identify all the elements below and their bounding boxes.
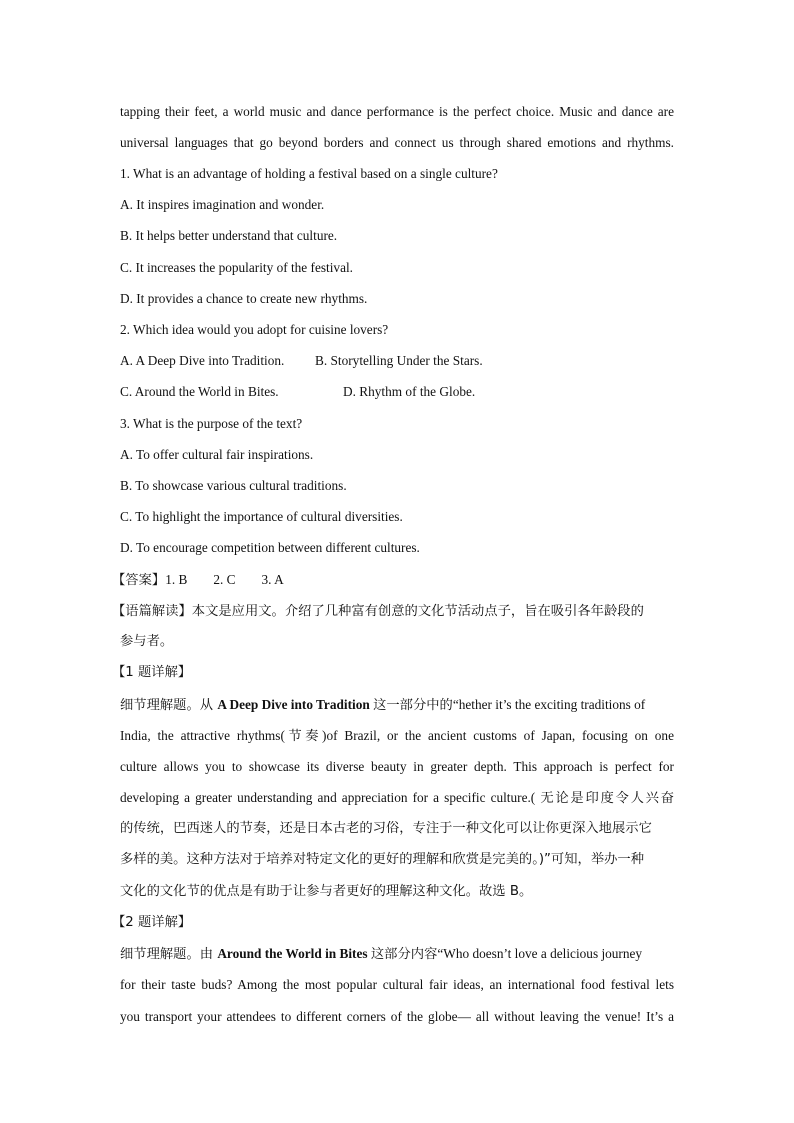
detail-line: 细节理解题。由 Around the World in Bites 这部分内容“Who doesn’t love a delicious journey xyxy=(120,946,643,962)
option: A. A Deep Dive into Tradition. xyxy=(120,353,285,368)
option: D. Rhythm of the Globe. xyxy=(343,384,476,399)
option: A. To offer cultural fair inspirations. xyxy=(120,447,314,462)
answer-item: 2. C xyxy=(213,572,236,587)
option: B. To showcase various cultural traditions. xyxy=(120,478,347,493)
detail-line: 细节理解题。从 A Deep Dive into Tradition 这一部分中的“hether it’s the exciting traditions of xyxy=(120,697,646,713)
detail-line: 的传统，巴西迷人的节奏，还是日本古老的习俗，专注于一种文化可以让你更深入地展示它 xyxy=(120,821,652,836)
answer-item: 3. A xyxy=(261,572,284,587)
option: A. It inspires imagination and wonder. xyxy=(120,197,325,212)
option: B. Storytelling Under the Stars. xyxy=(315,353,483,368)
detail-line: you transport your attendees to different corners of the globe— all without leaving the venue! It’s a xyxy=(120,1009,674,1024)
detail-line: India, the attractive rhythms(节奏)of Brazil, or the ancient customs of Japan, focusing on one xyxy=(120,728,674,743)
detail-heading: 【1 题详解】 xyxy=(112,665,192,680)
reading-line xyxy=(112,601,674,621)
detail-line: culture allows you to showcase its diverse beauty in greater depth. This approach is perfect for xyxy=(120,759,674,774)
option-row xyxy=(120,382,674,402)
answer-line xyxy=(112,570,666,590)
detail-line: 文化的文化节的优点是有助于让参与者更好的理解这种文化。故选 B。 xyxy=(120,884,533,899)
option: D. To encourage competition between different cultures. xyxy=(120,540,420,555)
option: C. To highlight the importance of cultural diversities. xyxy=(120,509,403,524)
question-stem: 2. Which idea would you adopt for cuisine lovers? xyxy=(120,322,389,337)
option: D. It provides a chance to create new rhythms. xyxy=(120,291,368,306)
section-title: Around the World in Bites xyxy=(217,946,368,961)
detail-line: 多样的美。这种方法对于培养对特定文化的更好的理解和欣赏是完美的。)”可知，举办一种 xyxy=(120,852,645,867)
reading-text: 参与者。 xyxy=(120,634,174,649)
section-title: A Deep Dive into Tradition xyxy=(217,697,370,712)
option: B. It helps better understand that culture. xyxy=(120,228,338,243)
answer-label: 【答案】 xyxy=(112,573,166,588)
option-row xyxy=(120,351,674,371)
passage-line: universal languages that go beyond borders and connect us through shared emotions and rhythms. xyxy=(120,135,674,150)
detail-heading: 【2 题详解】 xyxy=(112,915,192,930)
question-stem: 1. What is an advantage of holding a festival based on a single culture? xyxy=(120,166,498,181)
reading-label: 【语篇解读】 xyxy=(112,604,192,619)
reading-text: 本文是应用文。介绍了几种富有创意的文化节活动点子，旨在吸引各年龄段的 xyxy=(191,604,644,619)
answer-item: 1. B xyxy=(165,572,188,587)
question-stem: 3. What is the purpose of the text? xyxy=(120,416,303,431)
option: C. Around the World in Bites. xyxy=(120,384,279,399)
detail-line: for their taste buds? Among the most popular cultural fair ideas, an international food festival lets xyxy=(120,977,674,992)
passage-line: tapping their feet, a world music and dance performance is the perfect choice. Music and dance are xyxy=(120,104,674,119)
option: C. It increases the popularity of the festival. xyxy=(120,260,353,275)
detail-line: developing a greater understanding and appreciation for a specific culture.( 无论是印度令人兴奋 xyxy=(120,790,674,805)
